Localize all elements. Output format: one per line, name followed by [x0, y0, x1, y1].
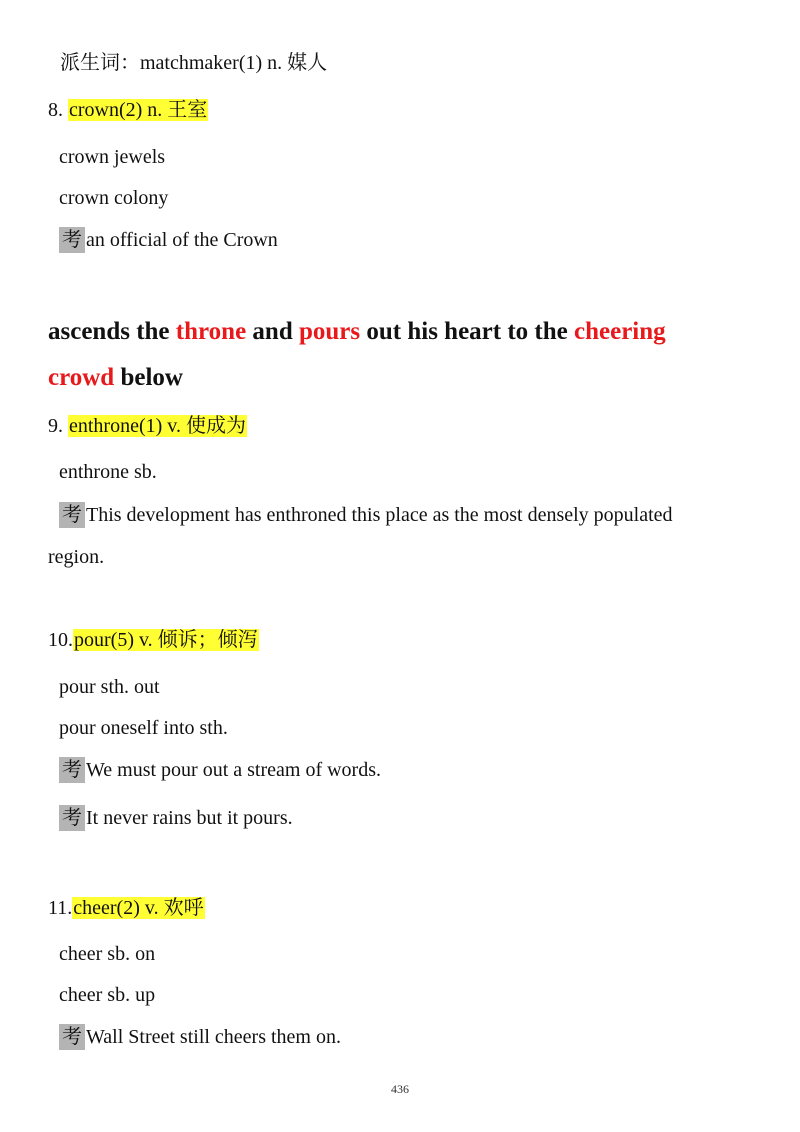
headline-keyword: pours — [298, 318, 361, 345]
entry-number: 11. — [48, 897, 73, 919]
example-continuation: region. — [48, 546, 105, 568]
example-text: It never rains but it pours. — [86, 807, 293, 829]
derivative-prefix: 派生词： — [60, 52, 140, 74]
derivative-line — [60, 50, 327, 76]
headline-keyword: cheering — [574, 318, 666, 345]
kao-marker: 考 — [59, 1024, 85, 1050]
example-text: This development has enthroned this place as the most densely populated — [86, 504, 673, 526]
entry-11-heading — [48, 895, 205, 921]
entry-headword: crown(2) n. 王室 — [69, 99, 208, 121]
headline-keyword: crowd — [48, 364, 115, 391]
example-line — [59, 502, 673, 528]
example-line — [59, 1024, 341, 1050]
headline-segment: ascends the — [48, 318, 176, 345]
example-text: Wall Street still cheers them on. — [86, 1026, 341, 1048]
headline-segment: below — [114, 364, 183, 391]
entry-8-heading — [48, 97, 208, 123]
phrase-line: pour oneself into sth. — [59, 717, 228, 739]
entry-number: 10. — [48, 629, 73, 651]
phrase-line: crown jewels — [59, 146, 166, 168]
entry-headword: enthrone(1) v. 使成为 — [69, 415, 246, 437]
entry-headword: pour(5) v. 倾诉；倾泻 — [74, 629, 258, 651]
page-number: 436 — [391, 1082, 409, 1096]
example-line — [59, 227, 278, 253]
example-line — [59, 757, 381, 783]
example-text: an official of the Crown — [86, 229, 278, 251]
example-text: We must pour out a stream of words. — [86, 759, 381, 781]
derivative-text: matchmaker(1) n. 媒人 — [140, 52, 328, 74]
kao-marker: 考 — [59, 227, 85, 253]
kao-marker: 考 — [59, 757, 85, 783]
phrase-line: crown colony — [59, 187, 169, 209]
headline-segment: and — [246, 318, 299, 345]
phrase-line: cheer sb. on — [59, 943, 156, 965]
phrase-line: cheer sb. up — [59, 984, 156, 1006]
entry-9-heading — [48, 413, 247, 439]
kao-marker: 考 — [59, 502, 85, 528]
headline-line-1 — [48, 316, 666, 348]
phrase-line: enthrone sb. — [59, 461, 157, 483]
entry-headword: cheer(2) v. 欢呼 — [73, 897, 204, 919]
phrase-line: pour sth. out — [59, 676, 160, 698]
headline-line-2 — [48, 362, 183, 394]
example-line — [59, 805, 293, 831]
entry-10-heading — [48, 627, 259, 653]
entry-number: 8. — [48, 99, 68, 121]
headline-segment: out his heart to the — [360, 318, 575, 345]
headline-keyword: throne — [175, 318, 247, 345]
entry-number: 9. — [48, 415, 68, 437]
kao-marker: 考 — [59, 805, 85, 831]
